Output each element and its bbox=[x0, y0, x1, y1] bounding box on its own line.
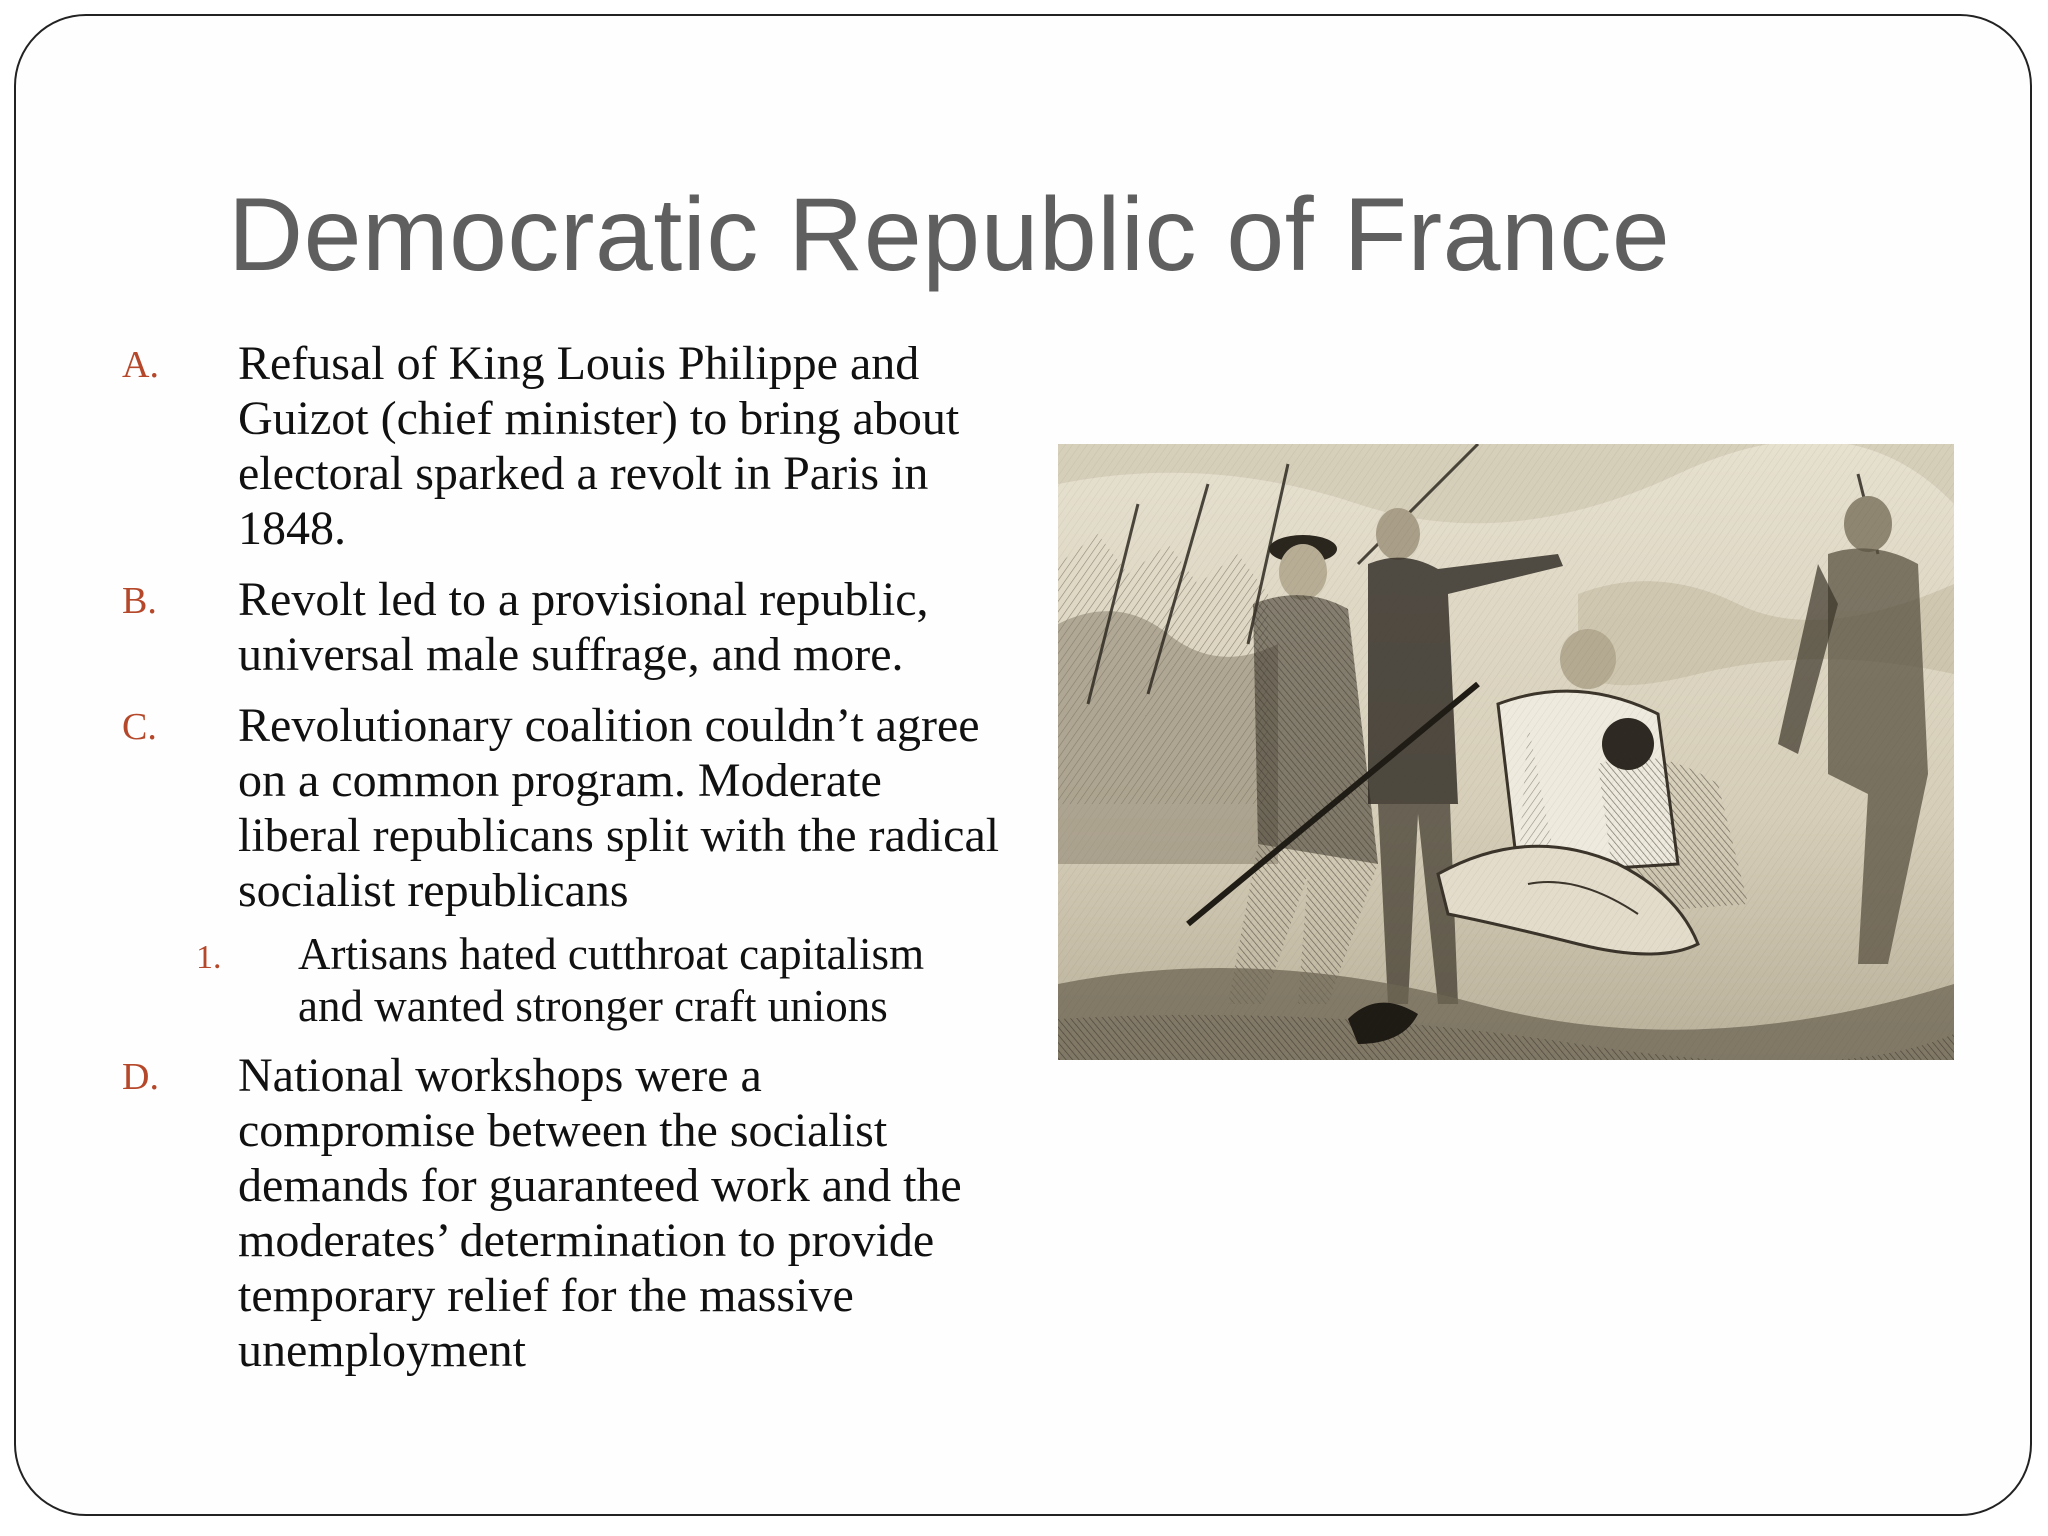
list-item bbox=[120, 572, 1000, 682]
sub-list-item-text: Artisans hated cutthroat capitalism and wanted stronger craft unions bbox=[298, 929, 925, 1031]
list-marker: C. bbox=[122, 706, 157, 748]
list-item-text: Revolt led to a provisional republic, universal male suffrage, and more. bbox=[238, 573, 929, 681]
list-item-text: National workshops were a compromise between the socialist demands for guaranteed work and the moderates’ determination to provide temporary relief for the massive unemployment bbox=[238, 1049, 962, 1377]
revolution-engraving-image bbox=[1058, 444, 1954, 1060]
list-item bbox=[120, 336, 1000, 556]
list-marker: B. bbox=[122, 580, 157, 622]
bullet-list bbox=[120, 336, 1000, 1394]
list-marker: D. bbox=[122, 1056, 159, 1098]
list-item bbox=[120, 698, 1000, 918]
list-item-text: Revolutionary coalition couldn’t agree on a common program. Moderate liberal republicans split with the radical socialist republicans bbox=[238, 699, 1000, 917]
sub-list-marker: 1. bbox=[196, 939, 222, 976]
list-item-text: Refusal of King Louis Philippe and Guizot (chief minister) to bring about electoral sparked a revolt in Paris in 1848. bbox=[238, 337, 960, 555]
slide-title: Democratic Republic of France bbox=[228, 177, 1671, 293]
sub-list-item bbox=[120, 928, 1000, 1032]
list-item bbox=[120, 1048, 1000, 1378]
list-marker: A. bbox=[122, 344, 159, 386]
